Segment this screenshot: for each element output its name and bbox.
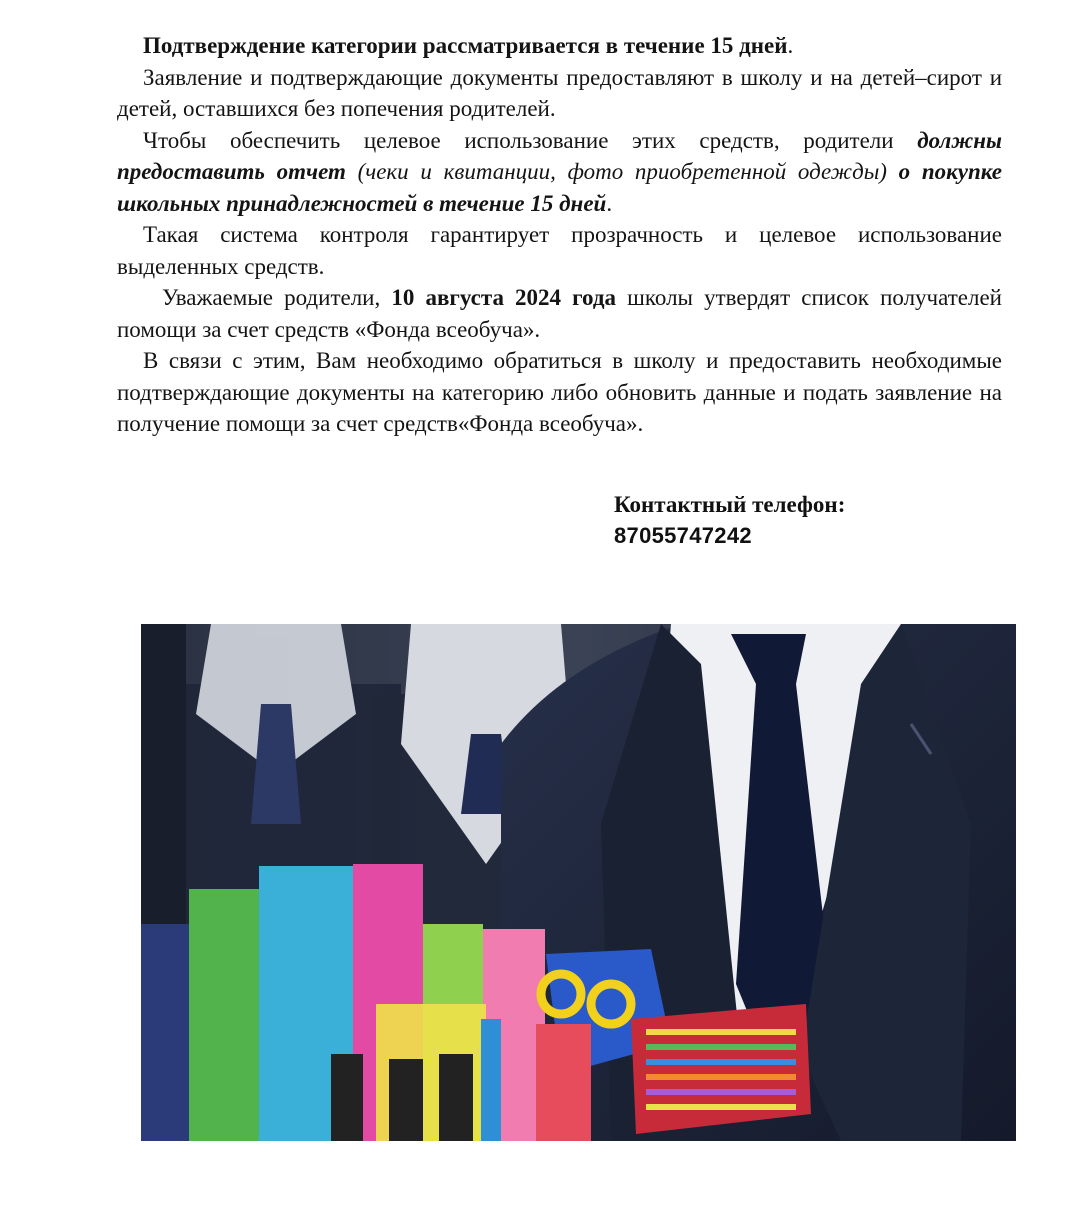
punctuation: .: [606, 190, 613, 216]
approval-date: 10 августа 2024 года: [391, 285, 617, 310]
report-intro: Чтобы обеспечить целевое использование этих средств, родители: [143, 127, 918, 153]
report-deadline: о покупке школьных принадлежностей в течение 15 дней: [117, 159, 1002, 216]
paragraph-report: [117, 125, 1002, 220]
contact-label: Контактный телефон:: [614, 492, 846, 517]
notice-text: [117, 30, 1002, 440]
report-examples: (чеки и квитанции, фото приобретенной одежды): [345, 159, 899, 184]
paragraph-control: Такая система контроля гарантирует прозрачность и целевое использование выделенных средств.: [117, 222, 1002, 279]
contact-phone: 87055747242: [614, 523, 752, 548]
review-period-text: Подтверждение категории рассматривается в течение 15 дней: [143, 33, 788, 58]
school-uniform-photo: [141, 624, 1016, 1141]
photo-illustration: [141, 624, 1016, 1141]
paragraph-approval-date: [117, 282, 1002, 345]
approval-intro: Уважаемые родители,: [162, 285, 392, 310]
report-requirement: должны предоставить отчет: [117, 127, 1002, 184]
contact-block: [614, 489, 845, 551]
paragraph-review-period: [117, 30, 1002, 62]
approval-rest: школы утвердят список получателей помощи за счет средств «Фонда всеобуча».: [117, 285, 1002, 342]
punctuation: .: [787, 33, 794, 58]
paragraph-action-required: В связи с этим, Вам необходимо обратиться в школу и предоставить необходимые подтверждающие документы на категорию либо обновить данные и подать заявление на получение помощи за счет средств«Фонда всеобуча».: [117, 348, 1002, 436]
paragraph-documents: Заявление и подтверждающие документы предоставляют в школу и на детей–сирот и детей, оставшихся без попечения родителей.: [117, 64, 1002, 121]
